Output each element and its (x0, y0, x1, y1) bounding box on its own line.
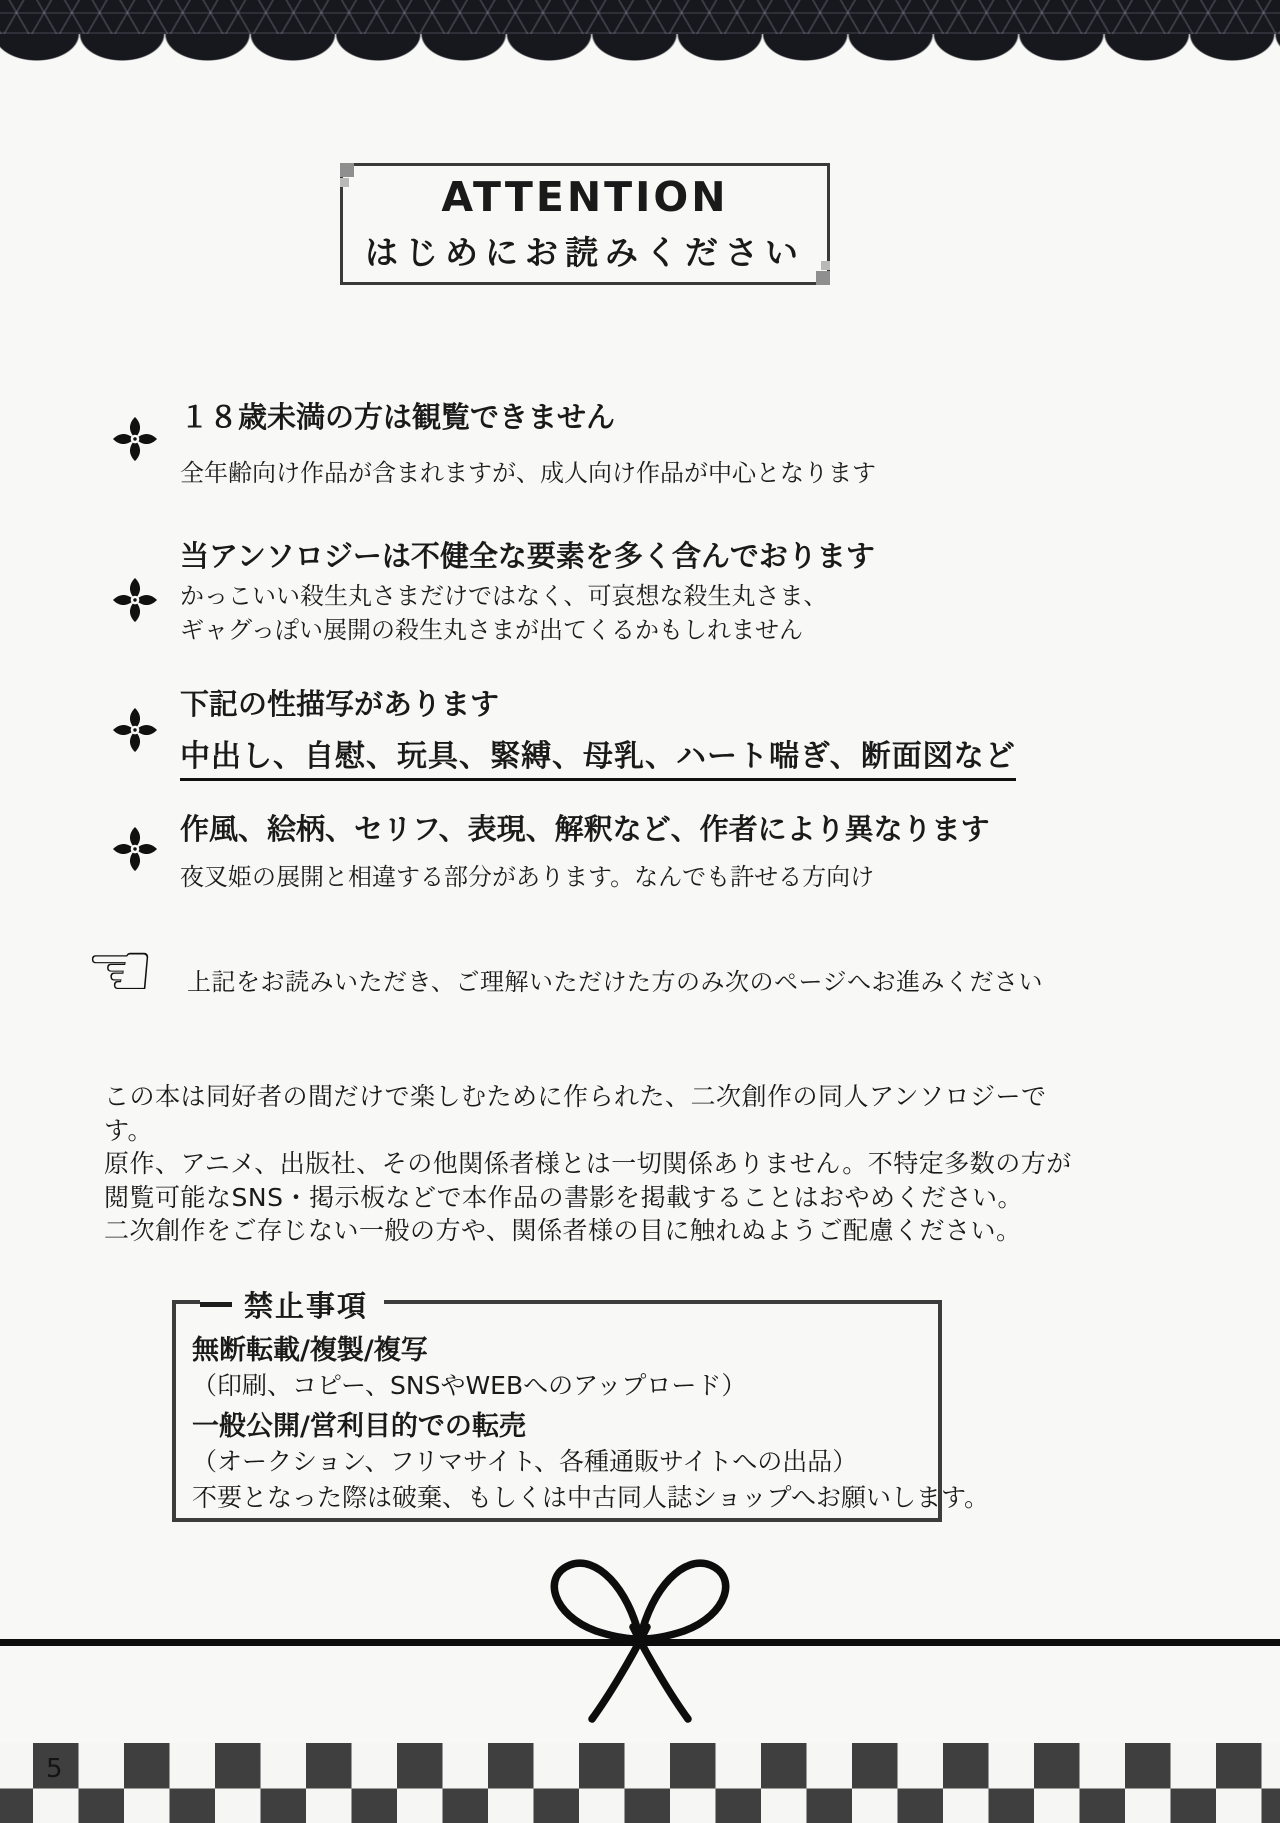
reader-agreement-note (85, 926, 1185, 1016)
flower-bullet-icon (112, 707, 158, 753)
disclaimer-line: 原作、アニメ、出版社、その他関係者様とは一切関係ありません。不特定多数の方が (104, 1149, 1072, 1178)
corner-ornament (340, 163, 354, 177)
notice-item-author-differences (100, 810, 1100, 894)
notice-heading: 下記の性描写があります (180, 687, 500, 721)
asanoha-pattern-border (0, 0, 1280, 34)
notice-heading: １８歳未満の方は観覧できません (180, 400, 616, 434)
disclaimer-line: この本は同好者の間だけで楽しむために作られた、二次創作の同人アンソロジーです。 (104, 1082, 1047, 1145)
corner-ornament (816, 271, 830, 285)
prohibited-item-label: 無断転載/複製/複写 (192, 1335, 428, 1366)
disclaimer-line: 二次創作をご存じない一般の方や、関係者様の目に触れぬようご配慮ください。 (104, 1216, 1022, 1245)
notice-item-sexual-content (100, 685, 1100, 781)
prohibited-items-box (172, 1289, 990, 1522)
notice-subtext: 夜叉姫の展開と相違する部分があります。なんでも許せる方向け (180, 863, 875, 891)
notice-subtext: かっこいい殺生丸さまだけではなく、可哀想な殺生丸さま、 (180, 582, 828, 610)
prohibited-item-detail: （印刷、コピー、SNSやWEBへのアップロード） (192, 1371, 747, 1400)
corner-ornament (340, 178, 349, 187)
notice-subtext: ギャグっぽい展開の殺生丸さまが出てくるかもしれません (180, 616, 804, 644)
corner-ornament (821, 261, 830, 270)
content-tags-underlined: 中出し、自慰、玩具、緊縛、母乳、ハート喘ぎ、断面図など (180, 731, 1016, 781)
checkered-footer-border (0, 1743, 1280, 1823)
ribbon-bow-icon (480, 1551, 800, 1731)
disclaimer-line: 閲覧可能なSNS・掲示板などで本作品の書影を掲載することはおやめください。 (104, 1182, 1023, 1212)
notice-heading: 当アンソロジーは不健全な要素を多く含んでおります (180, 539, 875, 573)
page-title: ATTENTION (441, 172, 729, 221)
scalloped-edge (0, 34, 1280, 61)
notice-item-age-restriction (100, 398, 1100, 490)
flower-bullet-icon (112, 577, 158, 623)
flower-bullet-icon (112, 416, 158, 462)
prohibited-box-footer: 不要となった際は破棄、もしくは中古同人誌ショップへお願いします。 (192, 1483, 990, 1512)
disclaimer-paragraph (104, 1080, 1094, 1248)
notice-item-unwholesome-content (100, 537, 1100, 647)
notice-subtext: 全年齢向け作品が含まれますが、成人向け作品が中心となります (180, 459, 876, 487)
prohibited-item-label: 一般公開/営利目的での転売 (192, 1411, 526, 1442)
prohibited-box-title: 禁止事項 (200, 1284, 384, 1325)
page-number: 5 (46, 1754, 63, 1784)
pointing-hand-icon: ☜ (85, 926, 155, 1016)
flower-bullet-icon (112, 826, 158, 872)
attention-title-box (340, 163, 830, 285)
page-subtitle: はじめにお読みください (365, 233, 805, 273)
notice-heading: 作風、絵柄、セリフ、表現、解釈など、作者により異なります (180, 812, 990, 846)
reader-agreement-text: 上記をお読みいただき、ご理解いただけた方のみ次のページへお進みください (187, 968, 1044, 996)
prohibited-item-detail: （オークション、フリマサイト、各種通販サイトへの出品） (192, 1447, 858, 1476)
